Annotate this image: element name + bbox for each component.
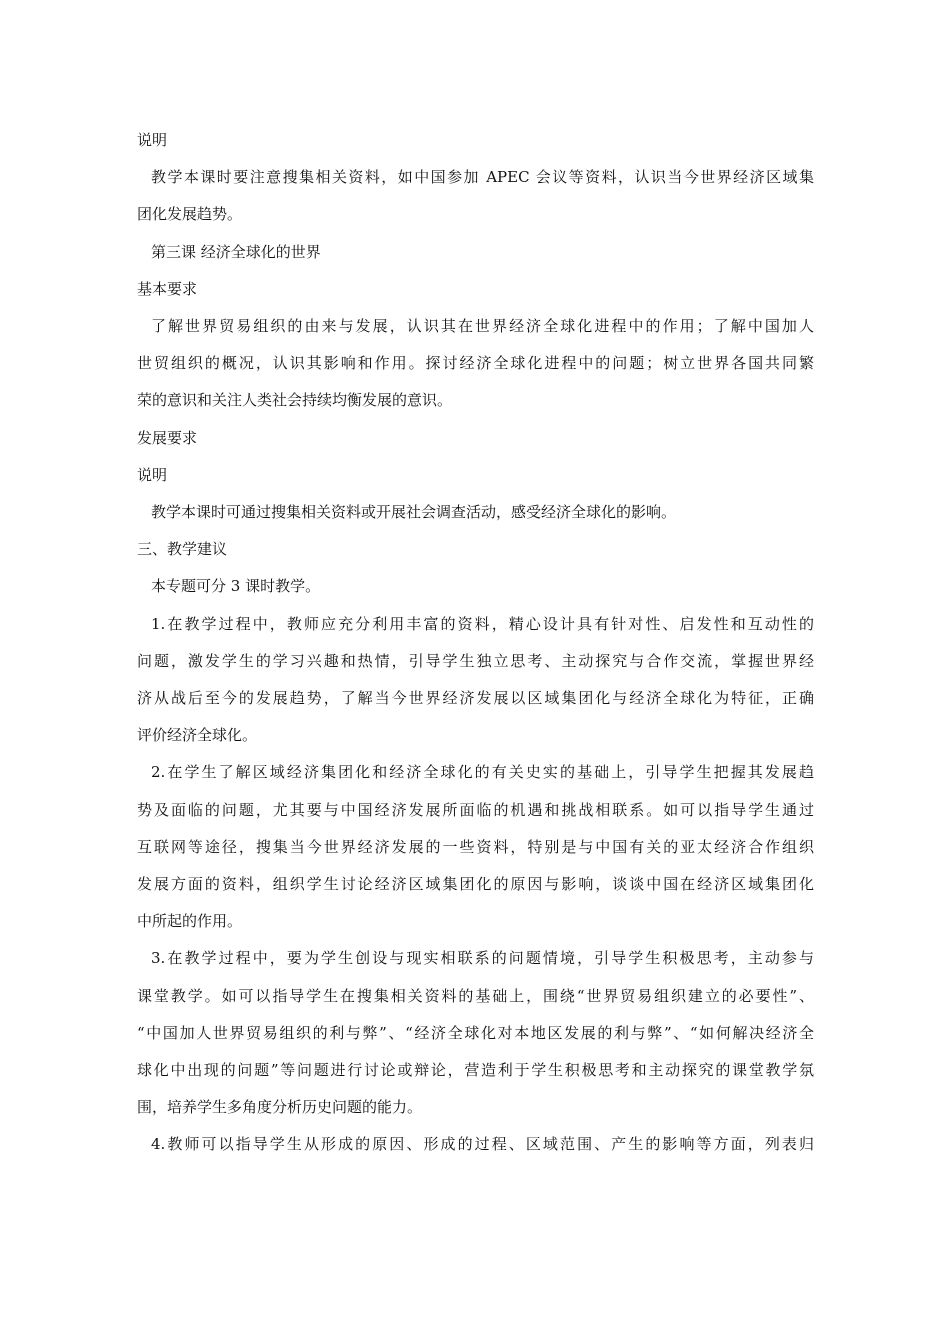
text-line: 三、教学建议 — [137, 540, 228, 559]
text-line: 球化中出现的问题”等问题进行讨论或辩论，营造利于学生积极思考和主动探究的课堂教学氛 — [137, 1061, 814, 1080]
text-line: 3.在教学过程中，要为学生创设与现实相联系的问题情境，引导学生积极思考，主动参与 — [151, 949, 814, 968]
text-line: 势及面临的问题，尤其要与中国经济发展所面临的机遇和挑战相联系。如可以指导学生通过 — [137, 800, 814, 819]
text-line: 发展要求 — [137, 428, 198, 447]
text-line: 第三课 经济全球化的世界 — [151, 242, 321, 261]
text-line: 互联网等途径，搜集当今世界经济发展的一些资料，特别是与中国有关的亚太经济合作组织 — [137, 837, 814, 856]
text-line: 团化发展趋势。 — [137, 205, 243, 224]
text-line: 2.在学生了解区域经济集团化和经济全球化的有关史实的基础上，引导学生把握其发展趋 — [151, 763, 814, 782]
text-line: 荣的意识和关注人类社会持续均衡发展的意识。 — [137, 391, 453, 410]
text-line: 基本要求 — [137, 279, 198, 298]
text-line: 济从战后至今的发展趋势，了解当今世界经济发展以区域集团化与经济全球化为特征，正确 — [137, 689, 814, 708]
text-line: 发展方面的资料，组织学生讨论经济区域集团化的原因与影响，谈谈中国在经济区域集团化 — [137, 875, 814, 894]
text-line: 本专题可分 3 课时教学。 — [151, 577, 321, 596]
text-line: 了解世界贸易组织的由来与发展，认识其在世界经济全球化进程中的作用；了解中国加人 — [151, 317, 814, 336]
text-line: 围，培养学生多角度分析历史问题的能力。 — [137, 1098, 423, 1117]
text-line: 问题，激发学生的学习兴趣和热情，引导学生独立思考、主动探究与合作交流，掌握世界经 — [137, 651, 814, 670]
text-line: 课堂教学。如可以指导学生在搜集相关资料的基础上，围绕“世界贸易组织建立的必要性”、 — [137, 986, 814, 1005]
text-line: 4.教师可以指导学生从形成的原因、形成的过程、区域范围、产生的影响等方面，列表归 — [151, 1135, 814, 1154]
text-line: 教学本课时要注意搜集相关资料，如中国参加 APEC 会议等资料，认识当今世界经济区域集 — [151, 168, 814, 187]
text-line: 评价经济全球化。 — [137, 726, 258, 745]
text-line: 世贸组织的概况，认识其影响和作用。探讨经济全球化进程中的问题；树立世界各国共同繁 — [137, 354, 814, 373]
text-line: 说明 — [137, 465, 168, 484]
text-line: 中所起的作用。 — [137, 912, 243, 931]
text-line: 教学本课时可通过搜集相关资料或开展社会调查活动，感受经济全球化的影响。 — [151, 503, 677, 522]
text-line: “中国加人世界贸易组织的利与弊”、“经济全球化对本地区发展的利与弊”、“如何解决经济全 — [137, 1023, 814, 1042]
text-line: 说明 — [137, 131, 168, 149]
text-line: 1.在教学过程中，教师应充分利用丰富的资料，精心设计具有针对性、启发性和互动性的 — [151, 614, 814, 633]
document-body — [137, 122, 814, 1164]
